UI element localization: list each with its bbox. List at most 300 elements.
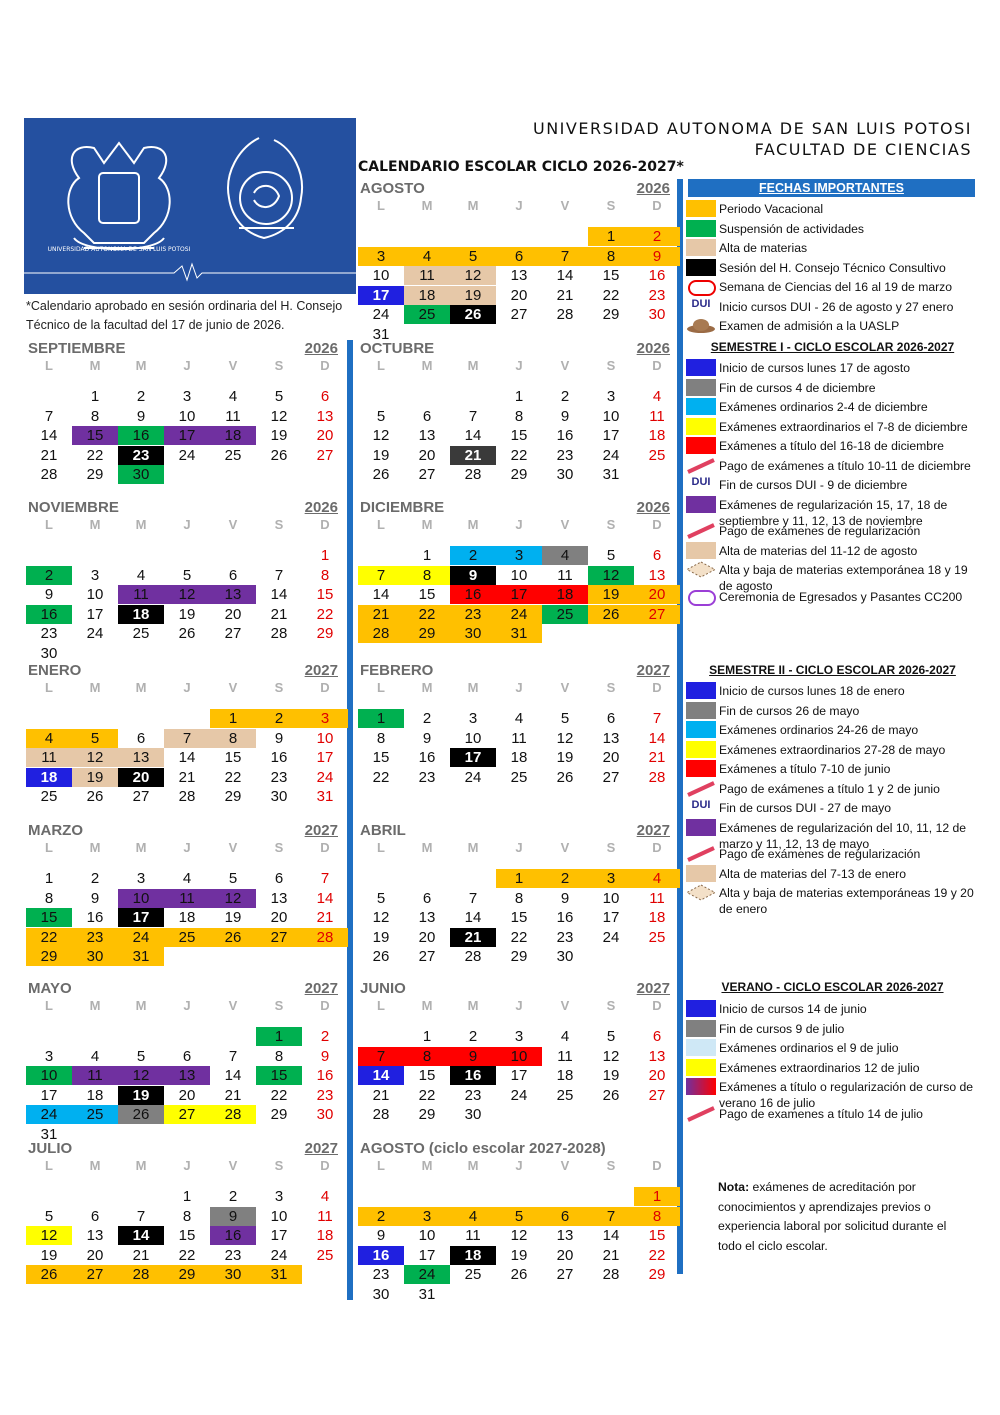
day-cell: 19 [178,605,196,623]
weekday-label: L [45,998,53,1013]
day-cell: 8 [634,1207,680,1226]
day-cell: 31 [256,1265,302,1284]
day-cell: 22 [26,928,72,947]
day-cell: 1 [320,547,330,564]
day-cell: 28 [358,624,404,643]
day-cell: 18 [316,1227,334,1244]
legend-text: Exámenes a título del 16-18 de diciembre [719,439,944,453]
day-cell: 23 [648,286,666,304]
weekday-label: L [377,680,385,695]
day-cell: 14 [316,889,334,907]
day-cell: 5 [182,566,192,584]
day-cell: 6 [182,1047,192,1065]
day-cell: 27 [418,466,436,483]
day-cell: 4 [404,247,450,266]
day-cell: 13 [510,267,528,284]
logo-banner [24,118,356,294]
weekday-label: M [135,517,147,532]
day-cell: 2 [422,710,432,727]
day-cell: 26 [510,1266,528,1283]
weekday-header [26,1158,348,1176]
day-cell: 13 [418,427,436,444]
day-cell: 22 [510,928,528,946]
day-cell: 9 [450,566,496,585]
weekday-label: V [560,358,570,373]
day-cell: 3 [274,1188,284,1205]
weekday-label: M [89,840,101,855]
day-cell: 11 [511,729,527,747]
day-cell: 22 [418,1086,436,1104]
day-cell: 26 [602,1086,620,1104]
day-cell: 1 [514,388,524,405]
day-cell: 19 [510,1246,528,1264]
month-name: ENERO [28,662,82,679]
day-cell: 27 [224,625,242,642]
weekday-label: L [377,1158,385,1173]
day-cell: 9 [136,407,146,425]
day-cell: 16 [86,909,104,926]
weekday-label: V [228,358,238,373]
day-cell: 12 [72,748,118,767]
day-cell: 13 [316,407,334,425]
day-cell: 25 [556,1086,574,1104]
legend-title: FECHAS IMPORTANTES [688,179,975,197]
month-7 [358,662,674,822]
day-cell: 10 [372,267,390,284]
weekday-label: M [135,1158,147,1173]
day-cell: 1 [634,1187,680,1206]
day-cell: 25 [132,625,150,642]
day-cell: 7 [542,247,588,266]
day-cell: 26 [450,305,496,324]
day-cell: 9 [44,586,54,603]
weekday-label: J [515,840,523,855]
day-cell: 27 [132,788,150,805]
day-cell: 3 [496,546,542,565]
day-cell: 7 [274,566,284,584]
day-cell: 28 [372,1106,390,1123]
diamond-icon [686,884,716,901]
day-cell: 2 [228,1188,238,1205]
day-cell: 21 [132,1246,150,1264]
semester1-title: SEMESTRE I - CICLO ESCOLAR 2026-2027 [710,340,955,354]
day-cell: 29 [224,788,242,805]
day-cell: 18 [450,1246,496,1265]
day-cell: 5 [44,1207,54,1225]
faculty-name: FACULTAD DE CIENCIAS [754,140,972,159]
month-8 [26,822,342,982]
day-cell: 9 [450,1047,496,1066]
day-cell: 27 [648,1086,666,1104]
weekday-label: M [421,1158,433,1173]
month-10 [26,980,342,1143]
day-cell: 4 [320,1188,330,1205]
month-year: 2027 [636,662,670,679]
weekday-label: S [606,1158,616,1173]
day-cell: 24 [270,1246,288,1264]
day-cell: 25 [224,446,242,464]
day-cell: 13 [210,585,256,604]
day-cell: 30 [464,1106,482,1123]
day-cell: 24 [86,625,104,642]
day-cell: 2 [136,388,146,405]
day-cell: 12 [118,1066,164,1085]
day-cell: 15 [178,1227,196,1244]
day-cell: 26 [556,768,574,786]
day-cell: 21 [178,768,196,786]
day-cell: 17 [510,1067,528,1084]
day-cell: 18 [542,585,588,604]
calendar-title: CALENDARIO ESCOLAR CICLO 2026-2027* [358,159,684,175]
day-cell: 17 [270,1227,288,1244]
day-cell: 24 [510,1086,528,1104]
weekday-label: J [183,998,191,1013]
weekday-label: J [515,517,523,532]
day-cell: 21 [450,446,496,465]
legend-text: Exámenes de regularización del 10, 11, 12 de marzo y 11, 12, 13 de mayo [719,820,967,851]
weekday-label: M [135,840,147,855]
day-cell: 10 [496,1047,542,1066]
month-6 [26,662,342,822]
day-cell: 7 [136,1207,146,1225]
legend-text: Alta y baja de materias extemporánea 18 y 19 de agosto [719,563,968,593]
legend-text: Exámenes de regularización 15, 17, 18 de septiembre y 11, 12, 13 de noviembre [719,497,948,528]
day-cell: 20 [118,768,164,787]
day-cell: 28 [40,466,58,483]
day-cell: 29 [270,1106,288,1123]
day-cell: 1 [496,869,542,888]
day-cell: 29 [418,1106,436,1123]
weekday-label: L [377,517,385,532]
day-cell: 18 [210,426,256,445]
day-cell: 28 [118,1265,164,1284]
legend-text: Alta de materias del 11-12 de agosto [719,543,918,558]
day-cell: 26 [372,466,390,483]
legend-text: Semana de Ciencias del 16 al 19 de marzo [719,280,953,294]
day-cell: 22 [316,605,334,623]
color-swatch [686,398,716,415]
weekday-label: S [606,840,616,855]
day-cell: 25 [510,768,528,786]
day-cell: 21 [358,605,404,624]
day-cell: 10 [464,729,482,747]
day-cell: 18 [118,605,164,624]
legend-text: Inicio de cursos lunes 18 de enero [719,684,905,698]
day-cell: 15 [26,908,72,927]
month-year: 2027 [304,662,338,679]
weekday-label: M [421,998,433,1013]
weekday-header [358,1158,680,1176]
legend-text: Exámenes ordinarios el 9 de julio [719,1041,899,1055]
month-3 [358,340,674,500]
weekday-label: S [606,198,616,213]
day-cell: 21 [270,605,288,623]
day-cell: 5 [606,1028,616,1045]
day-cell: 10 [418,1227,436,1244]
day-cell: 18 [178,909,196,926]
day-cell: 19 [118,1086,164,1105]
month-name: DICIEMBRE [360,499,445,516]
day-cell: 21 [556,286,574,304]
weekday-label: S [606,358,616,373]
day-cell: 20 [510,286,528,304]
day-cell: 15 [602,267,620,284]
day-cell: 13 [648,1047,666,1065]
day-cell: 17 [450,748,496,767]
day-cell: 6 [228,566,238,584]
month-year: 2027 [636,980,670,997]
day-cell: 10 [86,586,104,603]
day-cell: 14 [178,749,196,766]
legend-text: Fin de cursos 4 de diciembre [719,380,876,395]
day-cell: 25 [72,1105,118,1124]
weekday-label: M [467,680,479,695]
legend-text: Sesión del H. Consejo Técnico Consultivo [719,260,946,275]
month-1 [358,180,674,343]
weekday-label: L [377,840,385,855]
day-cell: 28 [602,1266,620,1283]
approval-note: *Calendario aprobado en sesión ordinaria del H. Consejo Técnico de la facultad del 17 de junio de 2026. [26,299,343,332]
weekday-header [358,198,680,216]
day-cell: 26 [26,1265,72,1284]
legend-text: Exámenes extraordinarios 12 de julio [719,1060,920,1075]
day-cell: 29 [26,947,72,966]
day-cell: 20 [602,749,620,766]
day-cell: 8 [404,1047,450,1066]
weekday-header [26,517,348,535]
legend-text: Periodo Vacacional [719,202,824,216]
day-cell: 11 [72,1066,118,1085]
weekday-label: D [320,680,330,695]
month-2 [26,340,342,500]
weekday-label: V [228,1158,238,1173]
weekday-label: S [274,1158,284,1173]
day-cell: 18 [556,1067,574,1084]
day-cell: 3 [514,1028,524,1045]
day-cell: 25 [40,788,58,805]
weekday-label: D [320,517,330,532]
legend-text: Fin de cursos 9 de julio [719,1021,845,1036]
summer-title: VERANO - CICLO ESCOLAR 2026-2027 [721,980,944,994]
day-cell: 27 [510,306,528,323]
day-cell: 30 [450,624,496,643]
legend-text: Exámenes a título 7-10 de junio [719,762,891,776]
day-cell: 15 [418,586,436,603]
day-cell: 3 [606,388,616,405]
day-cell: 9 [634,247,680,266]
day-cell: 2 [450,546,496,565]
weekday-label: M [421,517,433,532]
day-cell: 22 [178,1246,196,1264]
day-cell: 30 [556,466,574,483]
day-cell: 20 [418,446,436,464]
day-cell: 20 [178,1086,196,1104]
day-cell: 8 [320,566,330,584]
month-name: JULIO [28,1140,73,1157]
day-cell: 29 [510,466,528,483]
day-cell: 9 [422,729,432,747]
day-cell: 29 [510,948,528,965]
day-cell: 16 [270,749,288,766]
weekday-header [26,998,348,1016]
weekday-label: V [228,840,238,855]
weekday-label: L [45,680,53,695]
day-cell: 1 [422,1028,432,1045]
color-swatch [686,702,716,719]
day-cell: 1 [358,709,404,728]
day-cell: 7 [652,710,662,727]
weekday-label: M [89,680,101,695]
day-cell: 7 [44,407,54,425]
day-cell: 5 [606,547,616,564]
color-swatch [686,542,716,559]
day-cell: 15 [224,749,242,766]
day-cell: 14 [40,427,58,444]
day-cell: 8 [210,729,256,748]
weekday-label: D [652,680,662,695]
dui-icon: DUI [691,297,711,310]
day-cell: 1 [588,227,634,246]
day-cell: 14 [648,729,666,747]
day-cell: 2 [542,869,588,888]
weekday-label: V [560,198,570,213]
day-cell: 19 [270,427,288,444]
day-cell: 23 [118,446,164,465]
day-cell: 19 [588,585,634,604]
day-cell: 5 [72,729,118,748]
day-cell: 18 [26,768,72,787]
day-cell: 8 [90,407,100,425]
day-cell: 26 [178,625,196,642]
day-cell: 22 [404,605,450,624]
day-cell: 4 [652,388,662,405]
weekday-label: J [515,680,523,695]
day-cell: 11 [118,585,164,604]
crests-icon [24,118,356,294]
month-name: SEPTIEMBRE [28,340,126,357]
legend-text: Exámenes extraordinarios el 7-8 de diciembre [719,419,968,434]
day-cell: 20 [224,605,242,623]
day-cell: 9 [376,1227,386,1244]
day-cell: 9 [274,729,284,747]
day-cell: 2 [634,227,680,246]
day-cell: 3 [302,709,348,728]
payment-slash-icon [686,457,716,474]
day-cell: 28 [464,948,482,965]
day-cell: 12 [164,585,210,604]
day-cell: 20 [86,1246,104,1264]
day-cell: 12 [556,729,574,747]
day-cell: 4 [26,729,72,748]
weekday-label: L [377,358,385,373]
day-cell: 30 [270,788,288,805]
diamond-icon [686,561,716,578]
day-cell: 12 [372,427,390,444]
day-cell: 10 [602,889,620,907]
day-cell: 23 [556,928,574,946]
weekday-header [358,840,680,858]
color-swatch [686,220,716,237]
color-swatch [686,239,716,256]
weekday-label: S [606,517,616,532]
weekday-label: M [467,840,479,855]
day-cell: 6 [422,407,432,425]
day-cell: 10 [118,889,164,908]
day-cell: 9 [560,407,570,425]
day-cell: 30 [210,1265,256,1284]
month-year: 2026 [636,499,670,516]
day-cell: 22 [372,768,390,786]
day-cell: 16 [358,1246,404,1265]
day-cell: 28 [178,788,196,805]
day-cell: 6 [542,1207,588,1226]
day-cell: 5 [560,710,570,727]
day-cell: 30 [40,644,58,662]
legend-text: Exámenes a título o regularización de curso de verano 16 de julio [719,1080,974,1110]
day-cell: 15 [648,1227,666,1244]
day-cell: 16 [450,585,496,604]
day-cell: 8 [376,729,386,747]
legend-text: Inicio de cursos 14 de junio [719,1002,867,1016]
day-cell: 31 [40,1125,58,1143]
day-cell: 23 [556,446,574,464]
note-label: Nota: [718,1180,750,1194]
day-cell: 26 [270,446,288,464]
day-cell: 13 [602,729,620,747]
day-cell: 27 [602,768,620,786]
day-cell: 11 [649,889,665,907]
payment-slash-icon [686,522,716,539]
day-cell: 14 [224,1067,242,1084]
weekday-label: M [467,198,479,213]
day-cell: 17 [602,909,620,926]
day-cell: 23 [316,1086,334,1104]
day-cell: 21 [224,1086,242,1104]
day-cell: 5 [376,407,386,425]
day-cell: 26 [372,948,390,965]
weekday-label: M [467,517,479,532]
day-cell: 14 [464,909,482,926]
day-cell: 3 [404,1207,450,1226]
day-cell: 24 [496,605,542,624]
day-cell: 22 [510,446,528,464]
legend-text: Exámenes extraordinarios 27-28 de mayo [719,742,946,757]
weekday-label: V [228,680,238,695]
column-divider [347,340,353,1300]
color-swatch [686,819,716,836]
legend-text: Alta de materias [719,241,808,255]
weekday-label: D [320,998,330,1013]
legend-text: Pago de exámenes a título 1 y 2 de junio [719,781,940,796]
month-name: MAYO [28,980,72,997]
day-cell: 14 [464,427,482,444]
month-name: NOVIEMBRE [28,499,119,516]
weekday-label: J [183,358,191,373]
day-cell: 3 [182,388,192,405]
weekday-label: J [183,1158,191,1173]
weekday-label: D [652,358,662,373]
day-cell: 3 [358,247,404,266]
legend-text: Alta de materias del 7-13 de enero [719,866,906,881]
day-cell: 2 [468,1028,478,1045]
day-cell: 25 [164,928,210,947]
day-cell: 13 [118,748,164,767]
day-cell: 6 [136,729,146,747]
weekday-label: D [652,1158,662,1173]
day-cell: 26 [588,605,634,624]
weekday-label: J [515,198,523,213]
month-name: ABRIL [360,822,406,839]
